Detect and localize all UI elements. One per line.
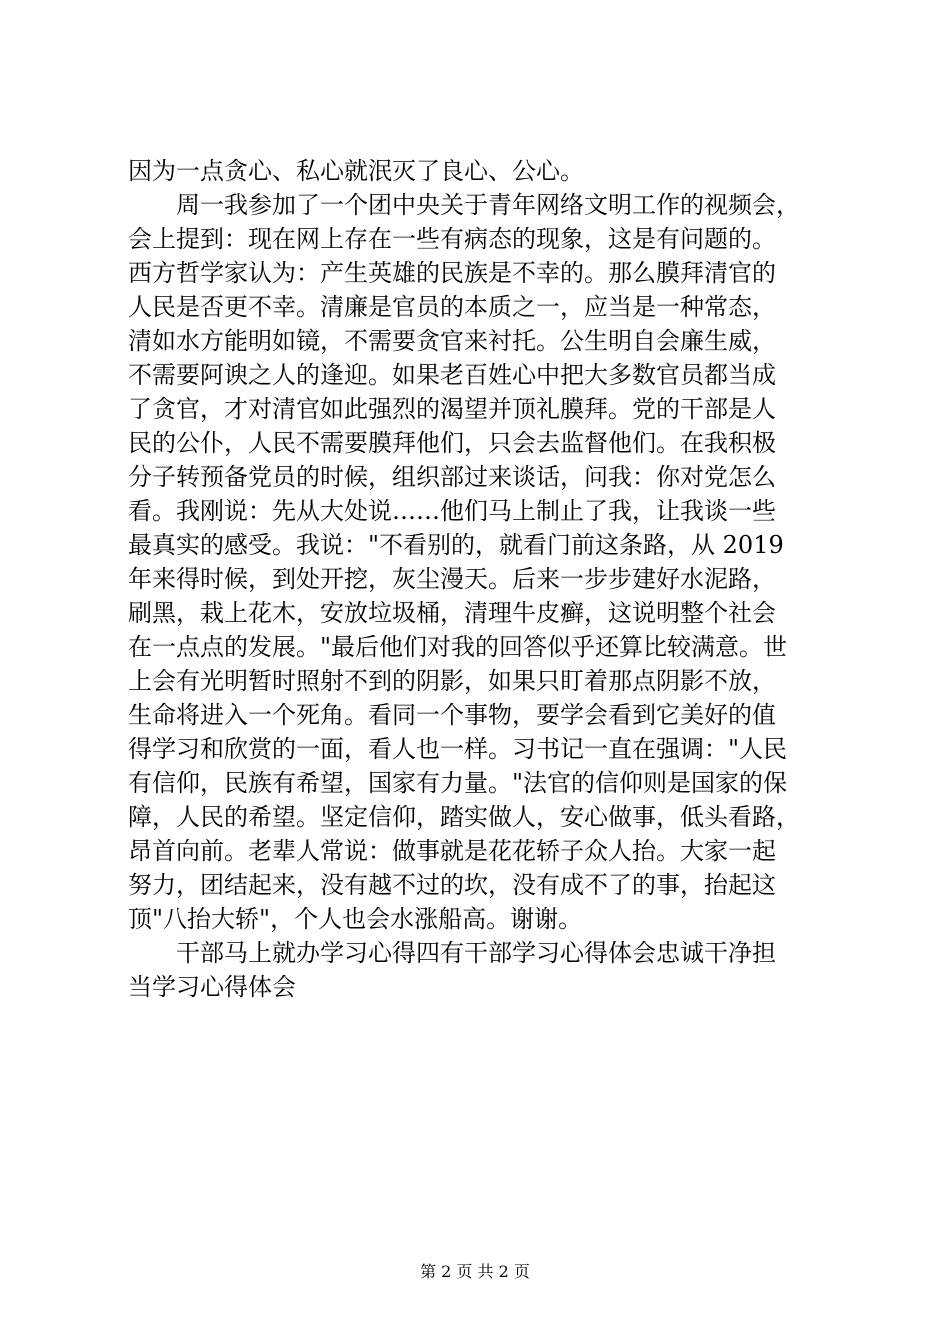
text-line: 在一点点的发展。"最后他们对我的回答似乎还算比较满意。世 (128, 633, 788, 661)
page-footer: 第 2 页 共 2 页 (420, 1262, 530, 1281)
text-line: 周一我参加了一个团中央关于青年网络文明工作的视频会， (176, 191, 800, 219)
text-line: 看。我刚说：先从大处说……他们马上制止了我，让我谈一些 (128, 497, 776, 525)
text-line: 上会有光明暂时照射不到的阴影，如果只盯着那点阴影不放， (128, 667, 776, 695)
text-line: 生命将进入一个死角。看同一个事物，要学会看到它美好的值 (128, 701, 776, 729)
text-line: 干部马上就办学习心得四有干部学习心得体会忠诚干净担 (176, 939, 776, 967)
text-line: 顶"八抬大轿"，个人也会水涨船高。谢谢。 (128, 905, 583, 933)
text-line: 有信仰，民族有希望，国家有力量。"法官的信仰则是国家的保 (128, 769, 788, 797)
document-body (128, 154, 828, 1004)
text-line: 西方哲学家认为：产生英雄的民族是不幸的。那么膜拜清官的 (128, 259, 776, 287)
text-line: 清如水方能明如镜，不需要贪官来衬托。公生明自会廉生威， (128, 327, 776, 355)
text-line: 民的公仆，人民不需要膜拜他们，只会去监督他们。在我积极 (128, 429, 776, 457)
text-line: 昂首向前。老辈人常说：做事就是花花轿子众人抬。大家一起 (128, 837, 776, 865)
text-line: 人民是否更不幸。清廉是官员的本质之一，应当是一种常态， (128, 293, 776, 321)
text-line: 最真实的感受。我说："不看别的，就看门前这条路，从 2019 (128, 531, 784, 559)
text-line: 年来得时候，到处开挖，灰尘漫天。后来一步步建好水泥路， (128, 565, 776, 593)
text-line: 不需要阿谀之人的逢迎。如果老百姓心中把大多数官员都当成 (128, 361, 776, 389)
text-line: 了贪官，才对清官如此强烈的渴望并顶礼膜拜。党的干部是人 (128, 395, 776, 423)
text-line: 障，人民的希望。坚定信仰，踏实做人，安心做事，低头看路， (128, 803, 800, 831)
text-line: 得学习和欣赏的一面，看人也一样。习书记一直在强调："人民 (128, 735, 788, 763)
text-line: 因为一点贪心、私心就泯灭了良心、公心。 (128, 157, 584, 185)
text-line: 分子转预备党员的时候，组织部过来谈话，问我：你对党怎么 (128, 463, 776, 491)
text-line: 会上提到：现在网上存在一些有病态的现象，这是有问题的。 (128, 225, 776, 253)
text-line: 刷黑，栽上花木，安放垃圾桶，清理牛皮癣，这说明整个社会 (128, 599, 776, 627)
text-line: 努力，团结起来，没有越不过的坎，没有成不了的事，抬起这 (128, 871, 776, 899)
text-line: 当学习心得体会 (128, 973, 296, 1001)
